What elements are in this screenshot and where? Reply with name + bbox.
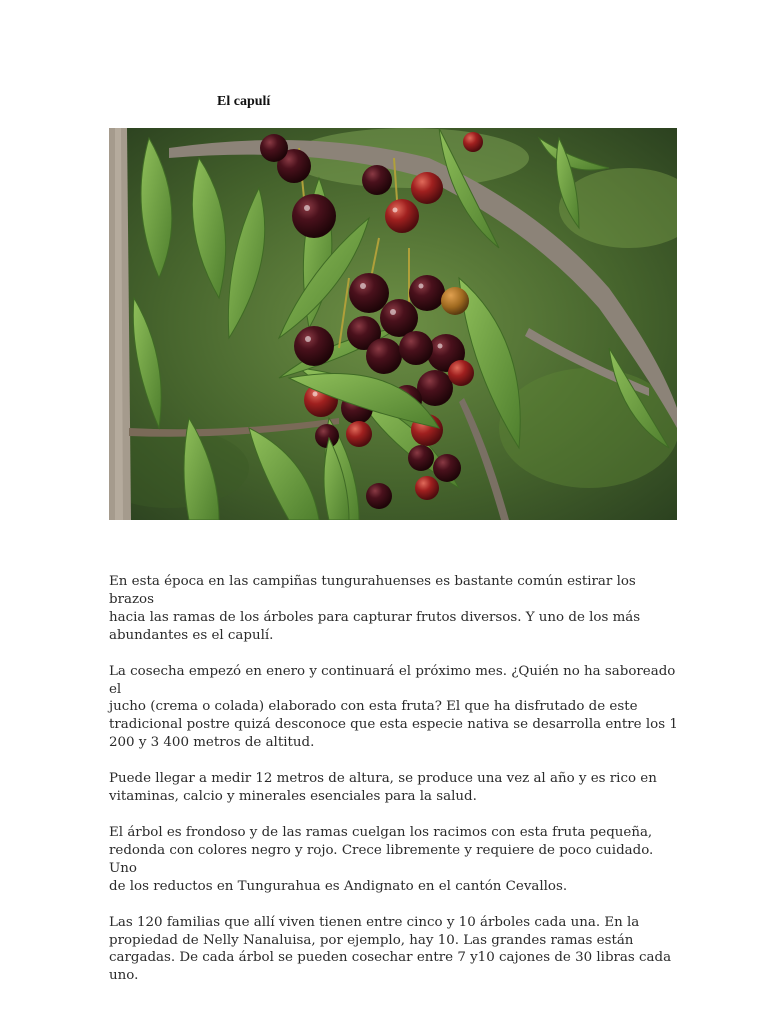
- paragraph-3: Puede llegar a medir 12 metros de altura, se produce una vez al año y es rico en vitaminas, calcio y minerales esenciales para la salud.: [109, 771, 657, 805]
- capuli-photo: [109, 128, 677, 520]
- article-body: [109, 573, 684, 1003]
- document-title: El capulí: [217, 94, 271, 109]
- paragraph-2: La cosecha empezó en enero y continuará el próximo mes. ¿Quién no ha saboreado el jucho (crema o colada) elaborado con esta fruta? El que ha disfrutado de este tradicional postre quizá desconoce que esta especie nativa se desarrolla entre los 1 200 y 3 400 metros de altitud.: [109, 663, 678, 751]
- paragraph-1: En esta época en las campiñas tungurahuenses es bastante común estirar los brazos hacia las ramas de los árboles para capturar frutos diversos. Y uno de los más abundantes es el capulí.: [109, 574, 641, 643]
- paragraph-4: El árbol es frondoso y de las ramas cuelgan los racimos con esta fruta pequeña, redonda con colores negro y rojo. Crece libremente y requiere de poco cuidado. Uno de los reductos en Tungurahua es Andignato en el cantón Cevallos.: [109, 824, 654, 894]
- paragraph-5: Las 120 familias que allí viven tienen entre cinco y 10 árboles cada una. En la propiedad de Nelly Nanaluisa, por ejemplo, hay 10. Las grandes ramas están cargadas. De cada árbol se pueden cosechar entre 7 y10 cajones de 30 libras cada uno.: [109, 914, 672, 984]
- cherry-branch-illustration: [109, 128, 677, 520]
